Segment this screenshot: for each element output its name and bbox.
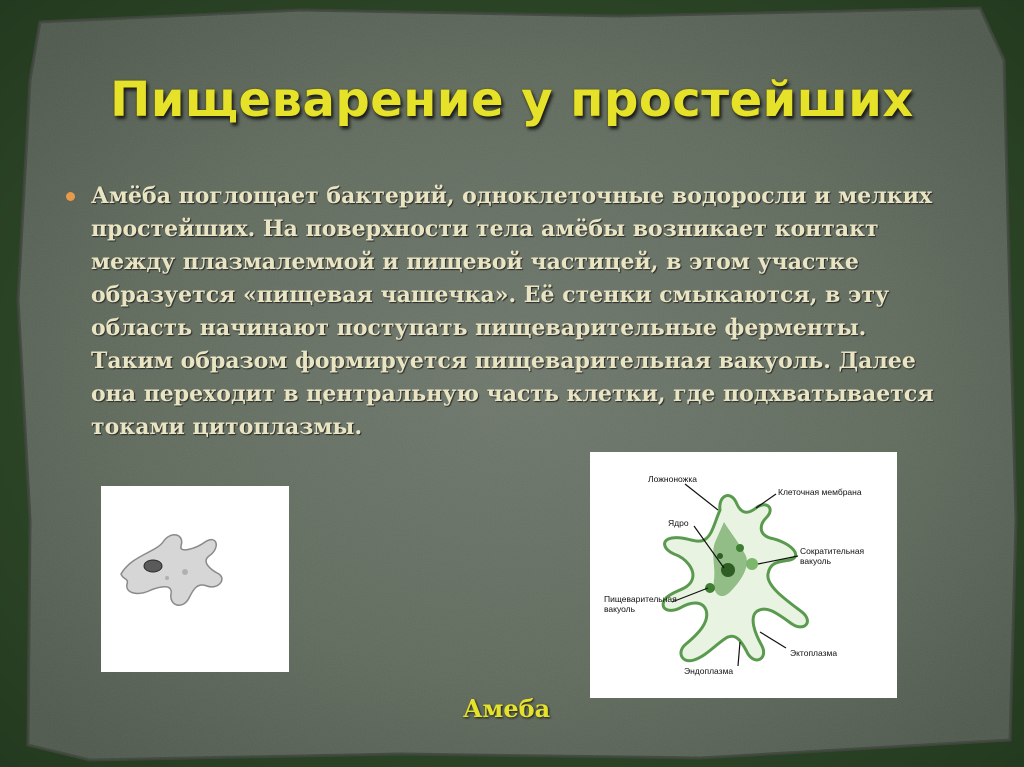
bullet-icon <box>66 192 75 201</box>
amoeba-photo <box>101 486 289 672</box>
amoeba-diagram <box>590 452 897 698</box>
label-endoplasm: Эндоплазма <box>684 666 734 676</box>
slide-title: Пищеварение у простейших <box>110 72 914 128</box>
image-caption: Амеба <box>463 694 551 723</box>
label-ectoplasm: Эктоплазма <box>790 648 838 658</box>
body-paragraph: Амёба поглощает бактерий, одноклеточные водоросли и мелких простейших. На поверхности тела амёбы возникает контакт между плазмалеммой и пищевой частицей, в этом участке образуется «пищевая чашечка». Её стенки смыкаются, в эту область начинают поступать пищеварительные ферменты. Таким образом формируется пищеварительная вакуоль. Далее она переходит в центральную часть клетки, где подхватывается токами цитоплазмы. <box>91 183 934 440</box>
label-digestive-vacuole: Пищеварительная вакуоль <box>604 594 677 614</box>
label-contractile-vacuole: Сократительная вакуоль <box>800 546 865 566</box>
label-membrane: Клеточная мембрана <box>778 487 862 497</box>
label-pseudopod: Ложноножка <box>648 474 697 484</box>
label-nucleus: Ядро <box>668 518 689 528</box>
amoeba-sketch-icon <box>101 486 289 672</box>
